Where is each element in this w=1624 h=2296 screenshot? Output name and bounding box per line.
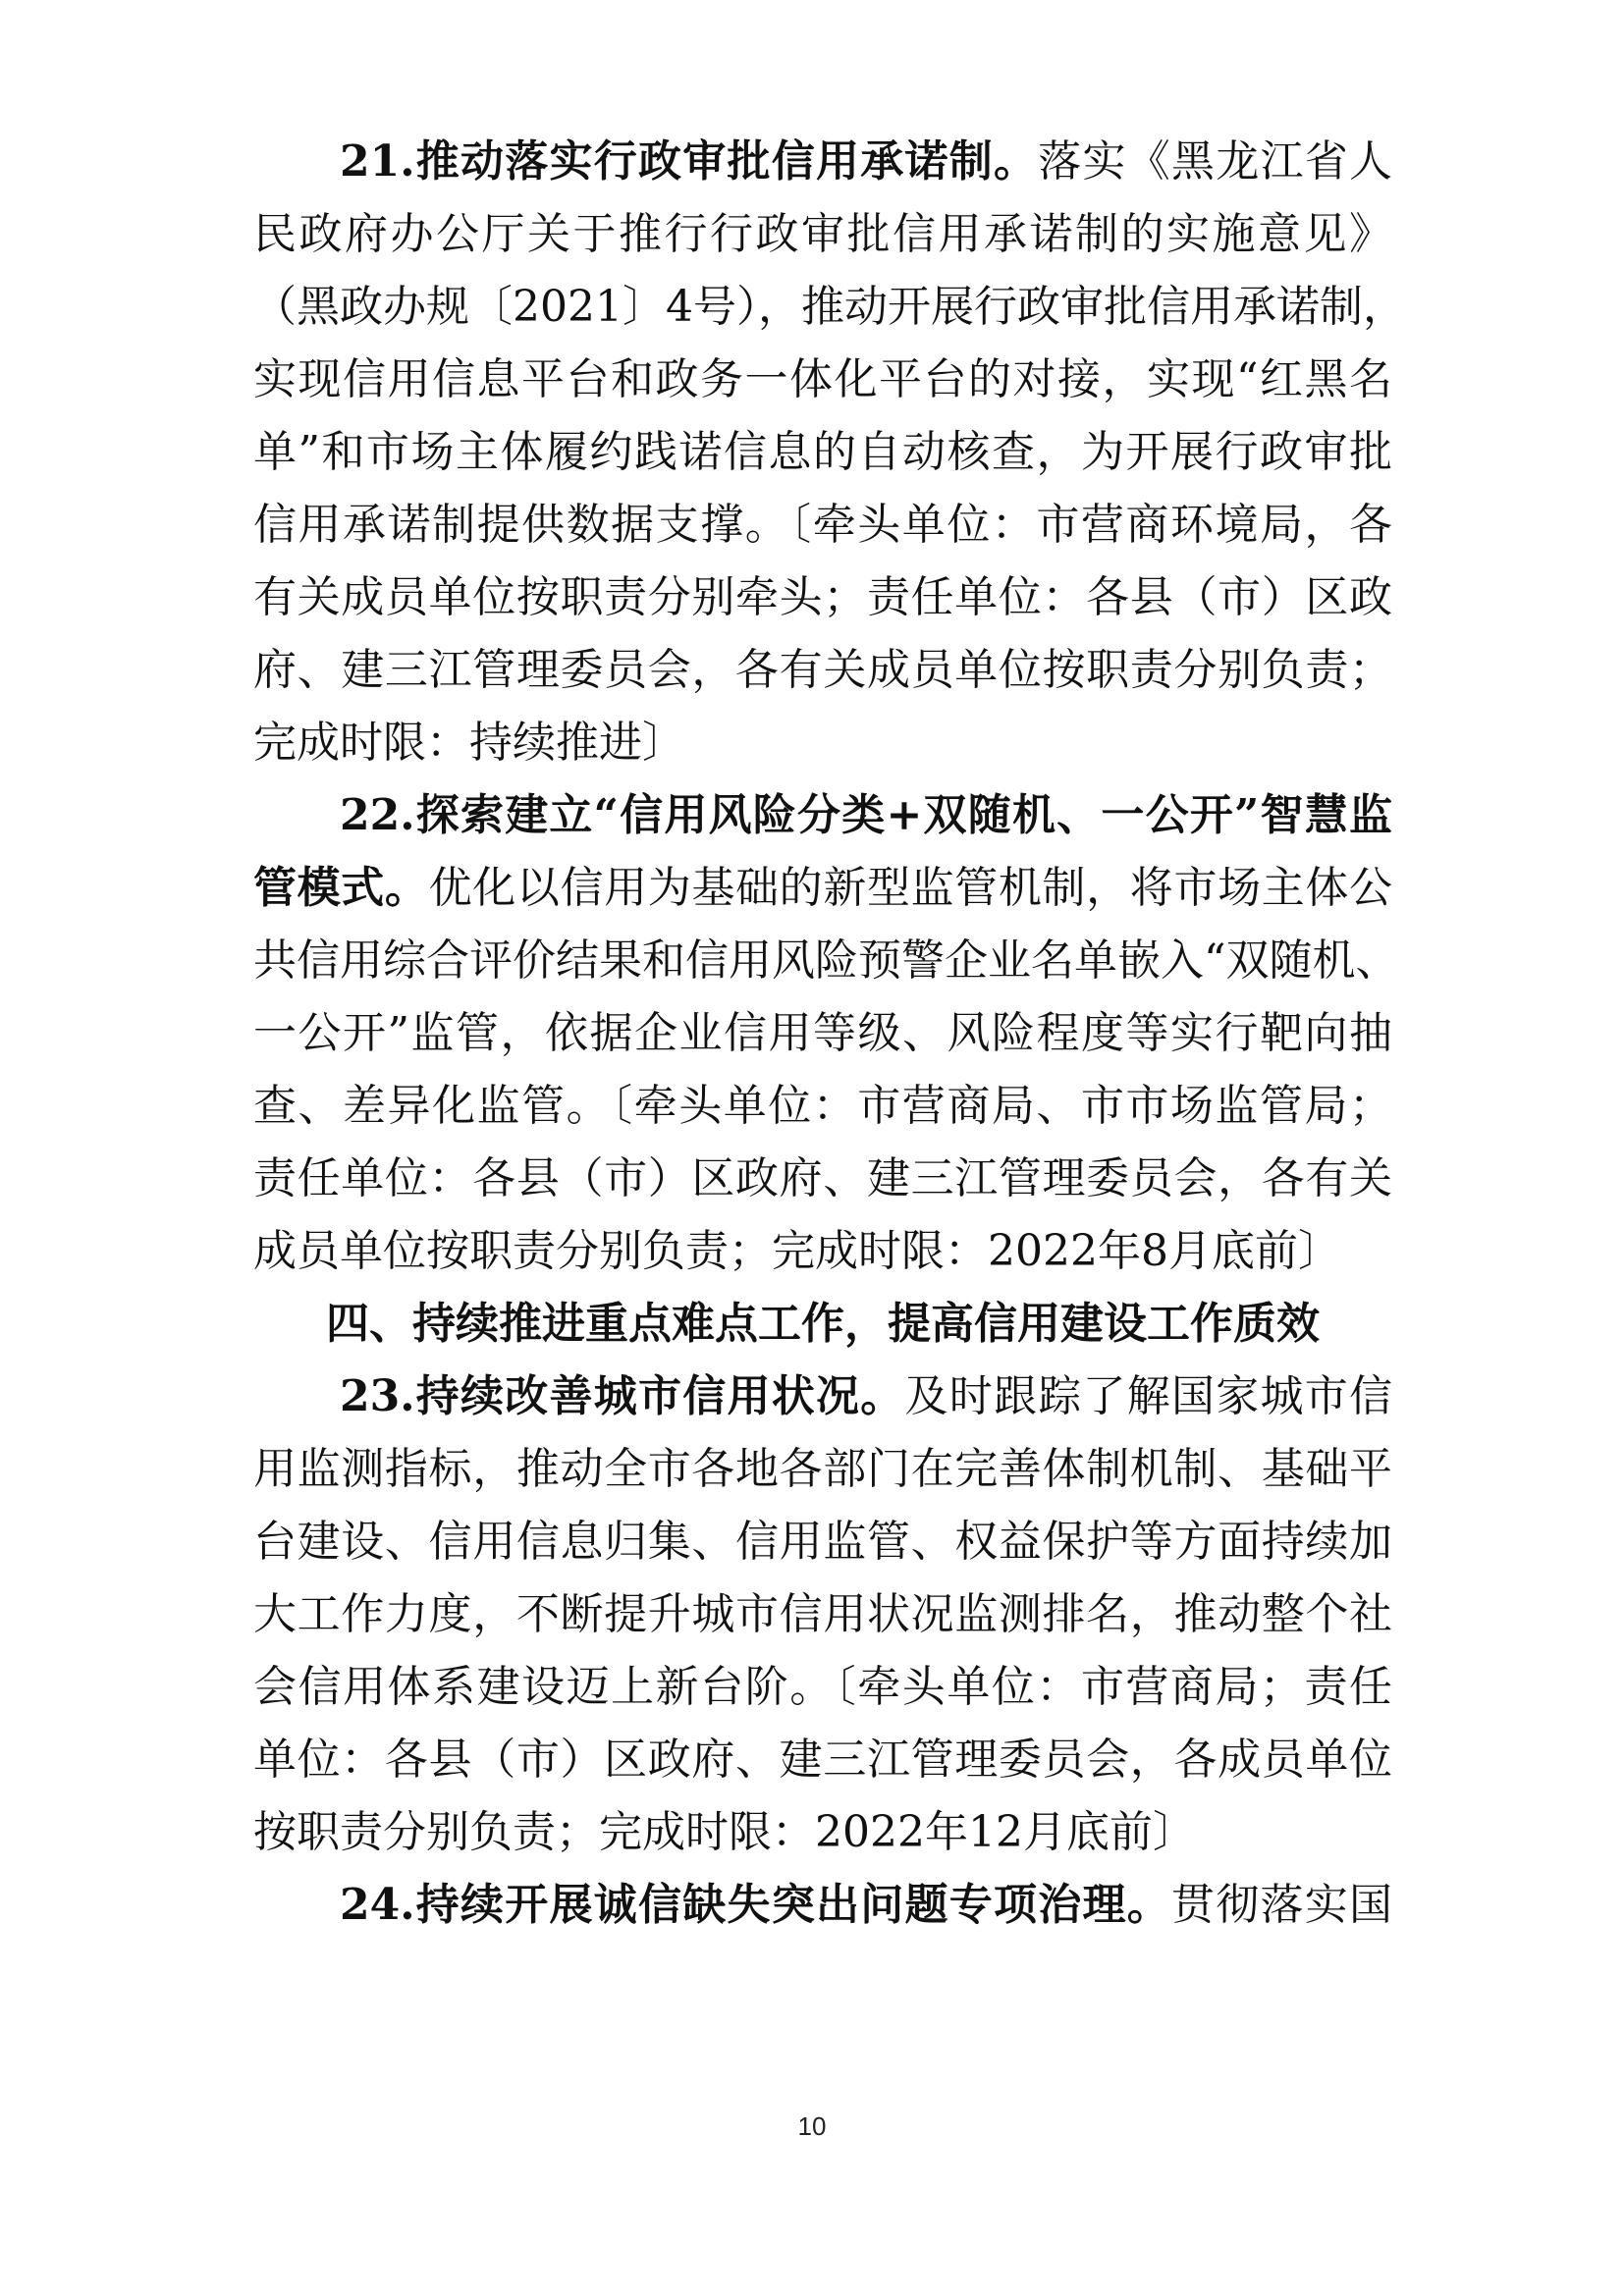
item-22-heading-part-2: 管模式。 [253, 863, 429, 913]
paragraph-21-line-6: 信用承诺制提供数据支撑。〔牵头单位：市营商环境局，各 [253, 500, 1392, 550]
paragraph-21-line-7: 有关成员单位按职责分别牵头；责任单位：各县（市）区政 [253, 572, 1392, 622]
paragraph-23-line-5: 会信用体系建设迈上新台阶。〔牵头单位：市营商局；责任 [253, 1662, 1392, 1712]
item-22-heading-part-1: 22.探索建立“信用风险分类+双随机、一公开”智慧监 [340, 790, 1392, 840]
item-23-heading: 23.持续改善城市信用状况。 [340, 1371, 905, 1421]
paragraph-22-line-7: 成员单位按职责分别负责；完成时限：2022年8月底前〕 [253, 1226, 1341, 1276]
item-24-heading: 24.持续开展诚信缺失突出问题专项治理。 [340, 1880, 1171, 1930]
paragraph-23-line-3: 台建设、信用信息归集、信用监管、权益保护等方面持续加 [253, 1517, 1392, 1567]
paragraph-21-line-4: 实现信用信息平台和政务一体化平台的对接，实现“红黑名 [253, 354, 1392, 404]
item-22-text: 优化以信用为基础的新型监管机制，将市场主体公 [428, 863, 1393, 913]
paragraph-23-line-2: 用监测指标，推动全市各地各部门在完善体制机制、基础平 [253, 1444, 1392, 1494]
paragraph-23-line-4: 大工作力度，不断提升城市信用状况监测排名，推动整个社 [253, 1589, 1392, 1639]
paragraph-23-line-6: 单位：各县（市）区政府、建三江管理委员会，各成员单位 [253, 1735, 1392, 1785]
paragraph-22-line-6: 责任单位：各县（市）区政府、建三江管理委员会，各有关 [253, 1153, 1392, 1203]
paragraph-21-line-2: 民政府办公厅关于推行行政审批信用承诺制的实施意见》 [253, 209, 1392, 259]
paragraph-21-line-1 [340, 126, 1392, 198]
item-21-heading: 21.推动落实行政审批信用承诺制。 [340, 136, 1039, 187]
item-24-text: 贯彻落实国 [1171, 1880, 1392, 1930]
item-23-text: 及时跟踪了解国家城市信 [904, 1371, 1392, 1421]
paragraph-22-line-5: 查、差异化监管。〔牵头单位：市营商局、市市场监管局； [253, 1081, 1392, 1131]
paragraph-22-line-1 [340, 779, 1392, 852]
paragraph-22-line-3: 共信用综合评价结果和信用风险预警企业名单嵌入“双随机、 [253, 935, 1399, 986]
paragraph-21-line-3: （黑政办规〔2021〕4号），推动开展行政审批信用承诺制， [253, 282, 1406, 332]
paragraph-22-line-4: 一公开”监管，依据企业信用等级、风险程度等实行靶向抽 [253, 1008, 1392, 1058]
paragraph-21-line-9: 完成时限：持续推进〕 [253, 718, 685, 768]
section-heading-4: 四、持续推进重点难点工作，提高信用建设工作质效 [326, 1299, 1320, 1349]
paragraph-21-line-5: 单”和市场主体履约践诺信息的自动核查，为开展行政审批 [253, 427, 1392, 477]
item-21-text: 落实《黑龙江省人 [1038, 136, 1392, 187]
paragraph-23-line-7: 按职责分别负责；完成时限：2022年12月底前〕 [253, 1807, 1196, 1857]
paragraph-21-line-8: 府、建三江管理委员会，各有关成员单位按职责分别负责； [253, 645, 1392, 695]
page-number: 10 [797, 2111, 827, 2141]
paragraph-23-line-1 [340, 1361, 1392, 1433]
paragraph-24-line-1 [340, 1869, 1392, 1942]
paragraph-22-line-2 [253, 852, 1392, 925]
